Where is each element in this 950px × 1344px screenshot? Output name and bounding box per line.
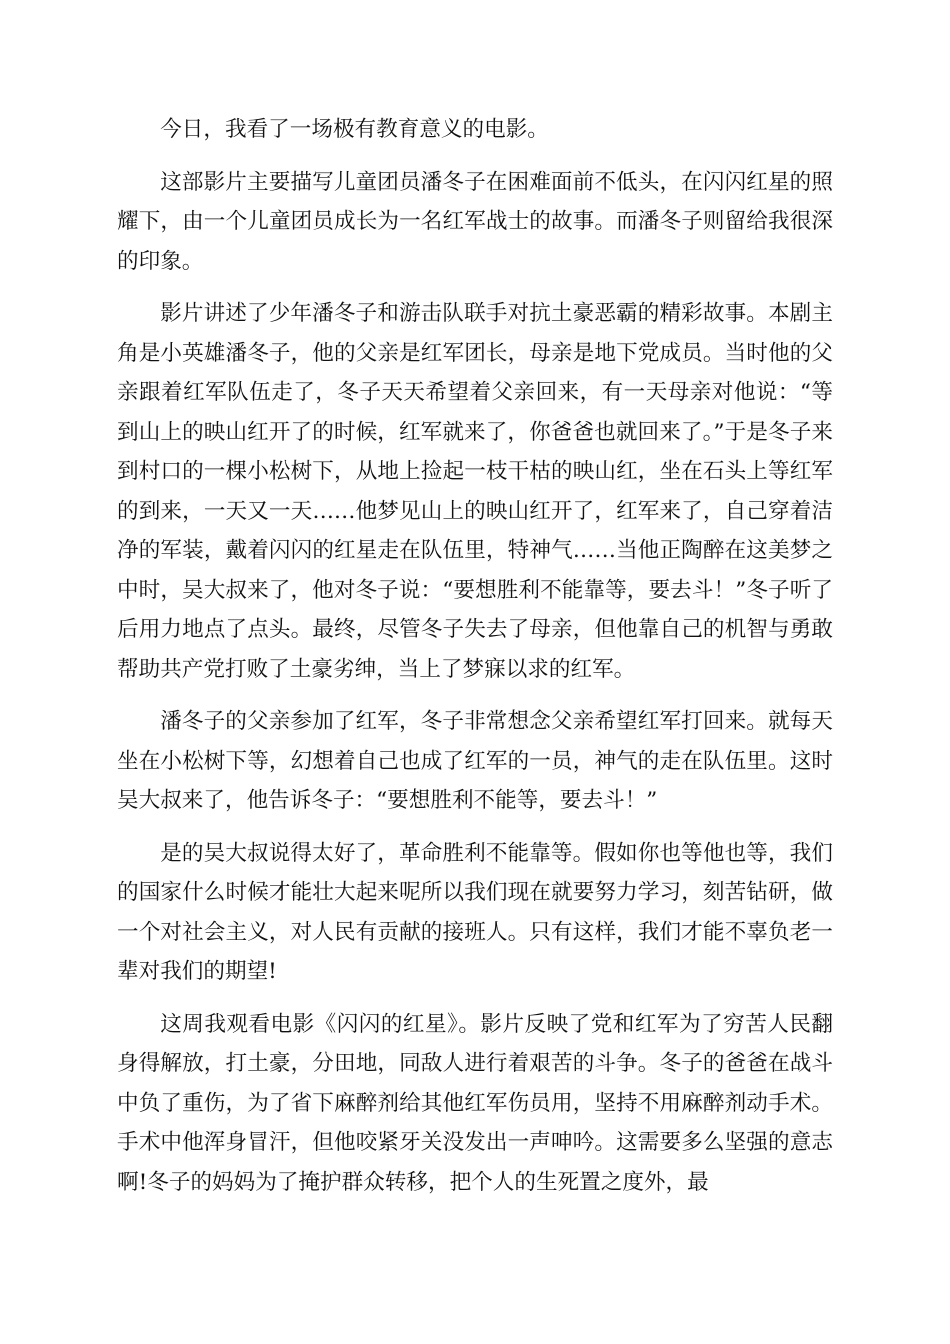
paragraph-5: 是的吴大叔说得太好了，革命胜利不能靠等。假如你也等他也等，我们的国家什么时候才能壮大起来呢所以我们现在就要努力学习，刻苦钻研，做一个对社会主义，对人民有贡献的接班人。只有这样，我们才能不辜负老一辈对我们的期望! [117,840,833,984]
document-page [117,110,833,1215]
paragraph-2: 这部影片主要描写儿童团员潘冬子在困难面前不低头，在闪闪红星的照耀下，由一个儿童团员成长为一名红军战士的故事。而潘冬子则留给我很深的印象。 [117,169,833,274]
paragraph-1: 今日，我看了一场极有教育意义的电影。 [160,117,549,142]
paragraph-3: 影片讲述了少年潘冬子和游击队联手对抗土豪恶霸的精彩故事。本剧主角是小英雄潘冬子，他的父亲是红军团长，母亲是地下党成员。当时他的父亲跟着红军队伍走了，冬子天天希望着父亲回来，有一天母亲对他说：“等到山上的映山红开了的时候，红军就来了，你爸爸也就回来了。”于是冬子来到村口的一棵小松树下，从地上捡起一枝干枯的映山红，坐在石头上等红军的到来，一天又一天……他梦见山上的映山红开了，红军来了，自己穿着洁净的军装，戴着闪闪的红星走在队伍里，特神气……当他正陶醉在这美梦之中时，吴大叔来了，他对冬子说：“要想胜利不能靠等，要去斗！”冬子听了后用力地点了点头。最终，尽管冬子失去了母亲，但他靠自己的机智与勇敢帮助共产党打败了土豪劣绅，当上了梦寐以求的红军。 [117,301,833,682]
paragraph-4: 潘冬子的父亲参加了红军，冬子非常想念父亲希望红军打回来。就每天坐在小松树下等，幻想着自己也成了红军的一员，神气的走在队伍里。这时吴大叔来了，他告诉冬子：“要想胜利不能等，要去斗！” [117,709,833,813]
paragraph-6: 这周我观看电影《闪闪的红星》。影片反映了党和红军为了穷苦人民翻身得解放，打土豪，分田地，同敌人进行着艰苦的斗争。冬子的爸爸在战斗中负了重伤，为了省下麻醉剂给其他红军伤员用，坚持不用麻醉剂动手术。手术中他浑身冒汗，但他咬紧牙关没发出一声呻吟。这需要多么坚强的意志啊!冬子的妈妈为了掩护群众转移，把个人的生死置之度外，最 [117,1011,833,1195]
